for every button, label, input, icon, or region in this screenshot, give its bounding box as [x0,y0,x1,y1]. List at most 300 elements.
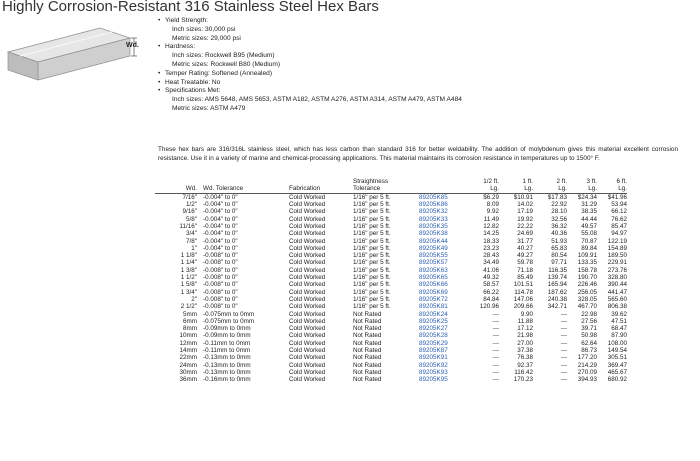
price-1-ft: 59.78 [517,259,533,267]
product-table [155,178,627,384]
cell-width: 7/16" [182,193,197,201]
spec-label: Heat Treatable: No [165,78,221,86]
price-2-ft: $17.83 [547,193,567,201]
unavailable-marker: — [492,354,499,362]
cell-width: 5/8" [186,215,197,223]
cell-straightness: 1/16" per 5 ft. [353,274,391,282]
cell-width: 24mm [179,361,197,369]
unavailable-marker: — [560,361,567,369]
table-row [155,369,627,376]
cell-straightness: Not Rated [353,347,382,355]
cell-width: 9/16" [182,208,197,216]
hex-bar-illustration [0,22,150,86]
part-number-link[interactable]: 89205K69 [419,288,448,296]
cell-width: 1 1/4" [180,259,197,267]
price-2-ft: 36.32 [551,223,567,230]
part-number-link[interactable]: 89205K92 [419,361,448,369]
part-number-link[interactable]: 89205K28 [419,332,448,340]
price-3-ft: 190.70 [577,274,597,282]
header-straightness: Straightness [353,178,389,185]
table-row [155,354,627,361]
product-description: These hex bars are 316/316L stainless steel, which has less carbon than standard 316 for better weldability. The addition of molybdenum gives this material excellent corrosion resistance. Use it in a variety of marine and chemical-processing applications. This material maintains its corrosion resistance in temperatures up to 1500° F. [158,146,678,162]
header-fabrication: Fabrication [289,185,353,193]
price-2-ft: 80.54 [551,252,567,260]
cell-width-tolerance: -0.008" to 0" [203,288,238,296]
price-half-ft: 12.82 [483,223,499,230]
table-body [155,193,627,383]
price-half-ft: 34.49 [483,259,499,267]
table-row [155,340,627,347]
unavailable-marker: — [560,339,567,347]
table-row [155,281,627,288]
unavailable-marker: — [492,325,499,333]
unavailable-marker: — [492,310,499,318]
cell-straightness: Not Rated [353,332,382,340]
table-row [155,201,627,208]
cell-width-tolerance: -0.11mm to 0mm [203,347,251,355]
price-half-ft: 28.43 [483,252,499,260]
price-1-ft: 49.27 [517,252,533,260]
spec-line: Inch sizes: 30,000 psi [172,25,236,33]
price-6-ft: 154.89 [607,244,627,252]
price-3-ft: 38.35 [581,208,597,216]
cell-fabrication: Cold Worked [289,215,326,223]
cell-fabrication: Cold Worked [289,303,326,311]
price-half-ft: 18.33 [483,237,499,245]
cell-width: 7/8" [186,237,197,245]
price-2-ft: 139.74 [547,274,567,282]
price-1-ft: 24.69 [517,230,533,238]
table-row [155,208,627,215]
table-row [155,230,627,237]
table-header-row [155,178,627,185]
cell-straightness: 1/16" per 5 ft. [353,223,391,230]
table-row [155,311,627,318]
cell-straightness: Not Rated [353,310,382,318]
unavailable-marker: — [492,317,499,325]
price-half-ft: 9.92 [486,208,499,216]
unavailable-marker: — [492,361,499,369]
price-3-ft: 394.93 [577,376,597,384]
cell-width-tolerance: -0.004" to 0" [203,223,238,230]
cell-fabrication: Cold Worked [289,223,326,230]
cell-straightness: 1/16" per 5 ft. [353,244,391,252]
cell-width-tolerance: -0.008" to 0" [203,259,238,267]
price-3-ft: 270.09 [577,368,597,376]
price-half-ft: 58.57 [483,281,499,289]
price-half-ft: 84.84 [483,295,499,303]
price-3-ft: 158.78 [577,266,597,274]
header-tolerance: Tolerance [353,185,419,193]
cell-fabrication: Cold Worked [289,252,326,260]
price-1-ft: 17.19 [517,208,533,216]
header-width-tolerance: Wd. Tolerance [203,185,289,193]
price-1-ft: 209.66 [513,303,533,311]
price-6-ft: 85.47 [611,223,627,230]
price-3-ft: 226.46 [577,281,597,289]
table-row [155,259,627,266]
price-1-ft: 40.27 [517,244,533,252]
cell-fabrication: Cold Worked [289,325,326,333]
cell-straightness: Not Rated [353,361,382,369]
cell-straightness: 1/16" per 5 ft. [353,215,391,223]
cell-width-tolerance: -0.008" to 0" [203,303,238,311]
width-dimension-label: Wd. [126,42,139,49]
price-3-ft: 86.73 [581,347,597,355]
cell-width: 6mm [183,317,197,325]
price-half-ft: $6.29 [483,193,499,201]
table-row [155,376,627,383]
price-half-ft: 120.96 [479,303,499,311]
cell-width-tolerance: -0.13mm to 0mm [203,368,251,376]
cell-width: 1 3/4" [180,288,197,296]
part-number-link[interactable]: 89205K85 [419,193,448,201]
cell-width: 12mm [179,339,197,347]
spec-label: Temper Rating: Softened (Annealed) [165,69,273,77]
cell-straightness: Not Rated [353,368,382,376]
price-1-ft: $10.91 [513,193,533,201]
cell-width-tolerance: -0.13mm to 0mm [203,354,251,362]
table-row [155,193,627,201]
unavailable-marker: — [492,376,499,384]
price-6-ft: 328.80 [607,274,627,282]
unavailable-marker: — [560,325,567,333]
header-lg: Lg. [499,185,533,193]
cell-width-tolerance: -0.008" to 0" [203,295,238,303]
cell-width: 1 1/2" [180,274,197,282]
cell-width-tolerance: -0.075mm to 0mm [203,317,255,325]
table-row [155,296,627,303]
price-2-ft: 40.36 [551,230,567,238]
price-6-ft: 122.19 [607,237,627,245]
cell-width-tolerance: -0.008" to 0" [203,266,238,274]
part-number-link[interactable]: 89205K86 [419,201,448,209]
price-6-ft: 189.50 [607,252,627,260]
price-3-ft: 89.84 [581,244,597,252]
cell-width-tolerance: -0.004" to 0" [203,215,238,223]
unavailable-marker: — [560,368,567,376]
part-number-link[interactable]: 89205K44 [419,237,448,245]
table-row [155,325,627,332]
header-length-2-ft: 2 ft. [556,178,567,185]
cell-straightness: 1/16" per 5 ft. [353,193,391,201]
cell-width: 1/2" [186,201,197,209]
unavailable-marker: — [492,368,499,376]
price-6-ft: 806.38 [607,303,627,311]
price-6-ft: 565.60 [607,295,627,303]
price-3-ft: 328.05 [577,295,597,303]
spec-line: Inch sizes: AMS 5648, AMS 5653, ASTM A182, ASTM A276, ASTM A314, ASTM A479, ASTM A484 [172,96,462,104]
cell-width: 36mm [179,376,197,384]
price-1-ft: 101.51 [513,281,533,289]
price-half-ft: 14.25 [483,230,499,238]
cell-straightness: 1/16" per 5 ft. [353,230,391,238]
cell-fabrication: Cold Worked [289,354,326,362]
cell-fabrication: Cold Worked [289,274,326,282]
cell-fabrication: Cold Worked [289,347,326,355]
price-2-ft: 28.10 [551,208,567,216]
price-3-ft: 467.70 [577,303,597,311]
price-1-ft: 116.42 [514,368,533,376]
part-number-link[interactable]: 89205K49 [419,244,448,252]
spec-heat-treatable [158,79,678,88]
price-1-ft: 71.18 [517,266,533,274]
cell-width-tolerance: -0.075mm to 0mm [203,310,255,318]
cell-width-tolerance: -0.004" to 0" [203,237,238,245]
price-half-ft: 41.06 [483,266,499,274]
price-6-ft: 229.91 [607,259,627,267]
price-1-ft: 17.12 [517,325,533,333]
cell-width-tolerance: -0.008" to 0" [203,281,238,289]
price-half-ft: 66.22 [483,288,499,296]
price-1-ft: 19.92 [517,215,533,223]
spec-yield-strength [158,17,678,43]
cell-fabrication: Cold Worked [289,288,326,296]
table-row [155,274,627,281]
part-number-link[interactable]: 89205K93 [419,368,448,376]
table-row [155,238,627,245]
cell-straightness: 1/16" per 5 ft. [353,288,391,296]
table-row [155,267,627,274]
price-6-ft: $41.96 [607,193,627,201]
cell-straightness: Not Rated [353,354,382,362]
cell-straightness: Not Rated [353,339,382,347]
cell-straightness: 1/16" per 5 ft. [353,237,391,245]
price-3-ft: 44.44 [581,215,597,223]
price-6-ft: 680.92 [607,376,627,384]
spec-specifications-met [158,87,678,113]
price-6-ft: 87.90 [611,332,627,340]
cell-straightness: 1/16" per 5 ft. [353,252,391,260]
cell-width: 30mm [179,368,197,376]
price-1-ft: 9.90 [520,310,533,318]
cell-fabrication: Cold Worked [289,317,326,325]
price-2-ft: 240.38 [547,295,567,303]
part-number-link[interactable]: 89205K24 [419,310,448,318]
part-number-link[interactable]: 89205K81 [419,303,448,311]
cell-width: 2 1/2" [180,303,197,311]
cell-fabrication: Cold Worked [289,259,326,267]
part-number-link[interactable]: 89205K55 [419,252,448,260]
cell-width: 1 3/8" [180,266,197,274]
cell-fabrication: Cold Worked [289,281,326,289]
unavailable-marker: — [560,332,567,340]
price-2-ft: 165.94 [547,281,567,289]
table-row [155,252,627,259]
part-number-link[interactable]: 89205K57 [419,259,448,267]
price-3-ft: 214.29 [577,361,597,369]
price-6-ft: 441.47 [607,288,627,296]
cell-width-tolerance: -0.004" to 0" [203,208,238,216]
spec-label: Specifications Met: [165,87,221,95]
header-lg: Lg. [597,185,627,193]
cell-width-tolerance: -0.09mm to 0mm [203,325,251,333]
header-length-half-ft: 1/2 ft. [483,178,499,185]
part-number-link[interactable]: 89205K91 [419,354,448,362]
part-number-link[interactable]: 89205K65 [419,274,448,282]
cell-fabrication: Cold Worked [289,201,326,209]
cell-width-tolerance: -0.008" to 0" [203,252,238,260]
header-width: Wd. [155,185,203,193]
price-2-ft: 187.62 [547,288,567,296]
header-lg: Lg. [533,185,567,193]
cell-straightness: 1/16" per 5 ft. [353,259,391,267]
cell-width: 2" [191,295,197,303]
cell-width-tolerance: -0.11mm to 0mm [203,339,251,347]
unavailable-marker: — [560,310,567,318]
cell-width: 11/16" [179,223,197,230]
header-length-3-ft: 3 ft. [586,178,597,185]
cell-width-tolerance: -0.16mm to 0mm [203,376,251,384]
price-2-ft: 32.56 [551,215,567,223]
cell-straightness: Not Rated [353,325,382,333]
header-length-6-ft: 6 ft. [616,178,627,185]
spec-label: Hardness: [165,43,196,51]
cell-width: 10mm [179,332,197,340]
price-half-ft: 49.32 [483,274,499,282]
unavailable-marker: — [492,332,499,340]
header-length-1-ft: 1 ft. [522,178,533,185]
price-1-ft: 147.06 [513,295,533,303]
table-row [155,318,627,325]
price-3-ft: $24.34 [577,193,597,201]
price-6-ft: 66.12 [611,208,627,216]
price-1-ft: 85.49 [517,274,533,282]
price-6-ft: 53.94 [611,201,627,209]
price-3-ft: 256.05 [577,288,597,296]
cell-width: 1 1/8" [180,252,197,260]
header-part-number [419,185,473,193]
part-number-link[interactable]: 89205K63 [419,266,448,274]
price-3-ft: 133.35 [577,259,597,267]
cell-fabrication: Cold Worked [289,193,326,201]
price-2-ft: 97.71 [551,259,567,267]
header-lg: Lg. [567,185,597,193]
price-6-ft: 108.00 [607,339,627,347]
price-1-ft: 27.00 [517,339,533,347]
cell-straightness: Not Rated [353,317,382,325]
price-3-ft: 55.08 [581,230,597,238]
unavailable-marker: — [560,354,567,362]
cell-straightness: 1/16" per 5 ft. [353,295,391,303]
cell-fabrication: Cold Worked [289,368,326,376]
cell-straightness: 1/16" per 5 ft. [353,266,391,274]
price-1-ft: 37.38 [517,347,533,355]
price-3-ft: 50.98 [581,332,597,340]
part-number-link[interactable]: 89205K27 [419,325,448,333]
price-6-ft: 390.44 [607,281,627,289]
spec-label: Yield Strength: [165,17,209,24]
cell-width: 14mm [179,347,197,355]
cell-straightness: 1/16" per 5 ft. [353,281,391,289]
unavailable-marker: — [492,339,499,347]
part-number-link[interactable]: 89205K66 [419,281,448,289]
spec-hardness [158,43,678,69]
spec-list [158,17,678,114]
part-number-link[interactable]: 89205K95 [419,376,448,384]
unavailable-marker: — [492,347,499,355]
cell-width-tolerance: -0.004" to 0" [203,244,238,252]
part-number-link[interactable]: 89205K72 [419,295,448,303]
part-number-link[interactable]: 89205K87 [419,347,448,355]
price-3-ft: 177.20 [577,354,597,362]
price-3-ft: 49.57 [581,223,597,230]
cell-width: 1 5/8" [180,281,197,289]
price-half-ft: 11.49 [483,215,499,223]
part-number-link[interactable]: 89205K32 [419,208,448,216]
price-6-ft: 76.62 [611,215,627,223]
price-3-ft: 109.91 [577,252,597,260]
cell-width: 1" [191,244,197,252]
price-1-ft: 92.37 [517,361,533,369]
table-row [155,347,627,354]
table-row [155,245,627,252]
cell-straightness: 1/16" per 5 ft. [353,303,391,311]
part-number-link[interactable]: 89205K25 [419,317,448,325]
part-number-link[interactable]: 89205K29 [419,339,448,347]
cell-straightness: 1/16" per 5 ft. [353,208,391,216]
part-number-link[interactable]: 89205K38 [419,230,448,238]
cell-fabrication: Cold Worked [289,208,326,216]
price-3-ft: 70.87 [581,237,597,245]
price-2-ft: 65.83 [551,244,567,252]
cell-width-tolerance: -0.09mm to 0mm [203,332,251,340]
price-2-ft: 116.35 [548,266,567,274]
cell-width-tolerance: -0.004" to 0" [203,230,238,238]
table-row [155,223,627,230]
price-6-ft: 94.97 [611,230,627,238]
price-1-ft: 170.23 [513,376,533,384]
cell-fabrication: Cold Worked [289,376,326,384]
table-row [155,362,627,369]
price-1-ft: 31.77 [517,237,533,245]
price-3-ft: 31.29 [581,201,597,209]
price-1-ft: 11.88 [517,317,533,325]
table-row [155,289,627,296]
price-6-ft: 465.67 [607,368,627,376]
cell-fabrication: Cold Worked [289,295,326,303]
price-6-ft: 149.54 [607,347,627,355]
cell-fabrication: Cold Worked [289,244,326,252]
spec-line: Inch sizes: Rockwell B95 (Medium) [172,52,275,60]
table-row [155,216,627,223]
spec-line: Metric sizes: 29,000 psi [172,34,241,42]
spec-line: Metric sizes: Rockwell B80 (Medium) [172,60,281,68]
price-3-ft: 39.71 [581,325,597,333]
cell-fabrication: Cold Worked [289,339,326,347]
price-half-ft: 23.23 [483,244,499,252]
price-1-ft: 76.38 [517,354,533,362]
cell-fabrication: Cold Worked [289,237,326,245]
table-row [155,303,627,310]
page-title: Highly Corrosion-Resistant 316 Stainless Steel Hex Bars [2,0,379,15]
price-1-ft: 21.98 [517,332,533,340]
cell-width-tolerance: -0.13mm to 0mm [203,361,251,369]
cell-width: 8mm [183,325,197,333]
cell-fabrication: Cold Worked [289,266,326,274]
cell-width: 5mm [183,310,197,318]
part-number-link[interactable]: 89205K33 [419,215,448,223]
cell-width: 22mm [179,354,197,362]
part-number-link[interactable]: 89205K35 [419,223,448,230]
table-header-row [155,185,627,193]
cell-fabrication: Cold Worked [289,310,326,318]
price-2-ft: 342.71 [547,303,567,311]
table-row [155,332,627,339]
price-1-ft: 14.02 [517,201,533,209]
header-lg: Lg. [473,185,499,193]
price-3-ft: 22.98 [581,310,597,318]
